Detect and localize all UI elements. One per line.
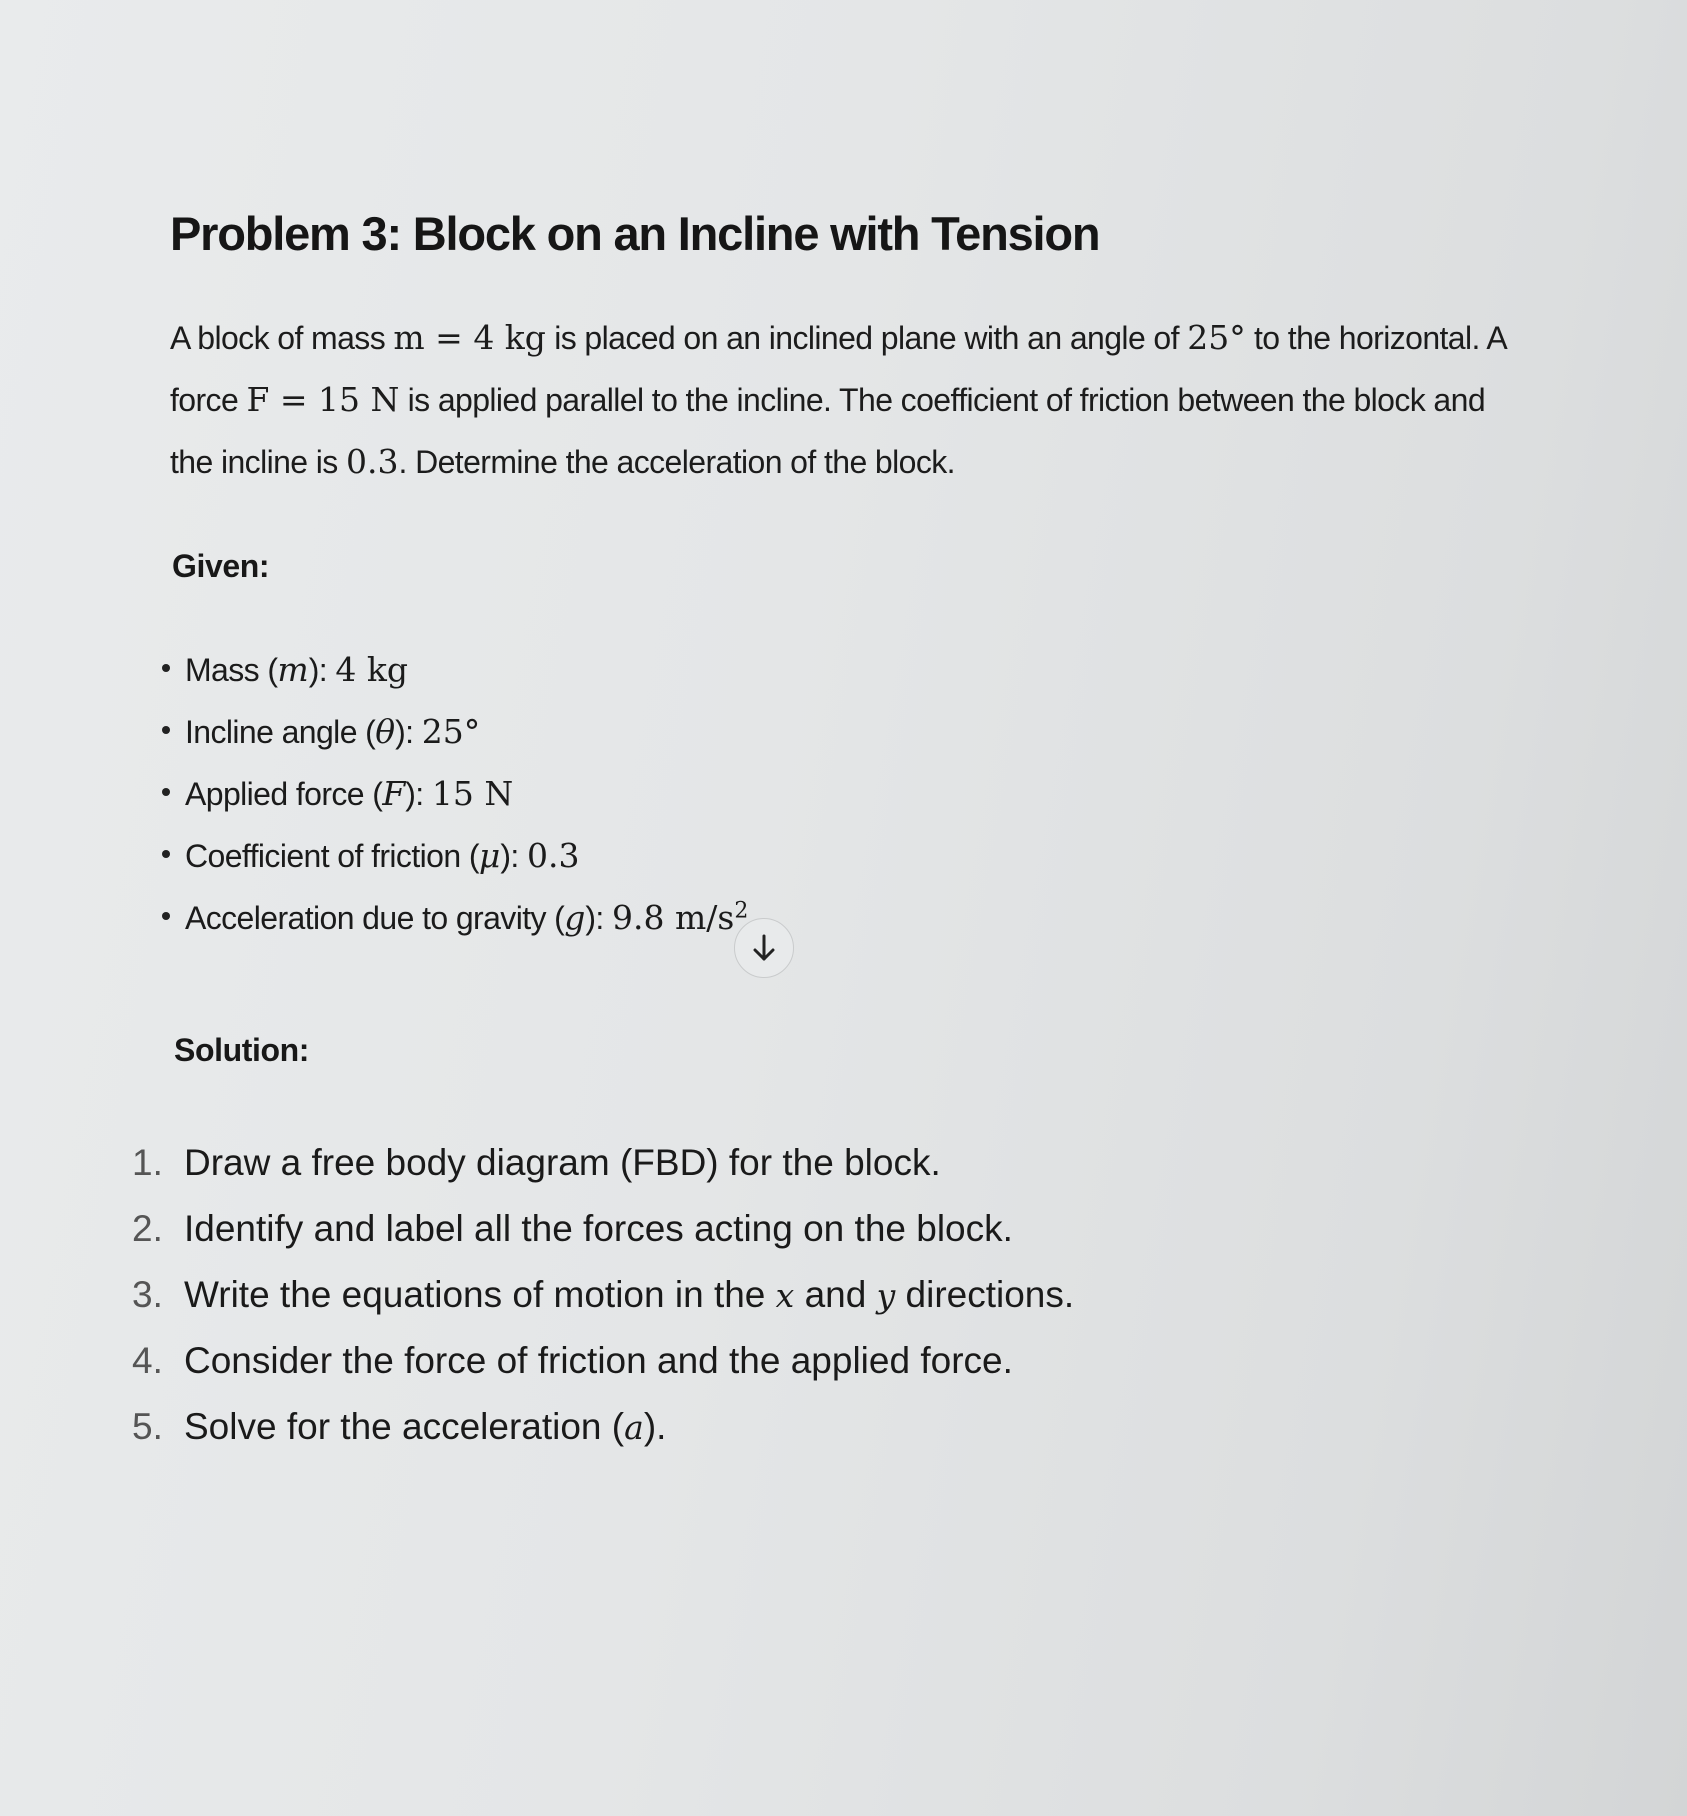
bullet [162,726,170,734]
problem-statement-line-2: force F = 15 N is applied parallel to the incline. The coefficient of friction between the block and [170,380,1486,419]
solution-step-1: 1. Draw a free body diagram (FBD) for the block. [132,1142,941,1183]
force-expression: F = 15 N [246,380,400,419]
given-heading: Given: [172,548,270,584]
angle-expression: 25° [1187,318,1246,357]
bullet [162,912,170,920]
problem-statement-line-3: the incline is 0.3. Determine the acceleration of the block. [170,442,955,481]
given-item-mass: Mass (m): 4 kg [160,650,748,712]
solution-step-4: 4. Consider the force of friction and the applied force. [132,1340,1013,1381]
bullet [162,850,170,858]
arrow-down-icon [751,933,777,963]
solution-step-3: 3. Write the equations of motion in the x and y directions. [132,1274,1075,1315]
given-item-friction: Coefficient of friction (μ): 0.3 [160,836,748,898]
bullet [162,788,170,796]
solution-step-5: 5. Solve for the acceleration (a). [132,1406,667,1447]
problem-title: Problem 3: Block on an Incline with Tension [170,207,1100,260]
solution-step-2: 2. Identify and label all the forces acting on the block. [132,1208,1013,1249]
bullet [162,664,170,672]
given-item-angle: Incline angle (θ): 25° [160,712,748,774]
solution-heading: Solution: [174,1032,310,1068]
given-item-gravity: Acceleration due to gravity (g): 9.8 $m/s^2$ [160,898,748,960]
problem-statement-line-1: A block of mass m = 4 kg is placed on an inclined plane with an angle of 25° to the horizontal. A [170,318,1508,357]
solution-steps [132,1142,1074,1472]
mass-expression: m = 4 kg [393,318,546,357]
friction-expression: 0.3 [346,442,399,481]
scroll-to-bottom-button[interactable] [734,918,794,978]
given-list [160,650,748,960]
given-item-force: Applied force (F): 15 N [160,774,748,836]
